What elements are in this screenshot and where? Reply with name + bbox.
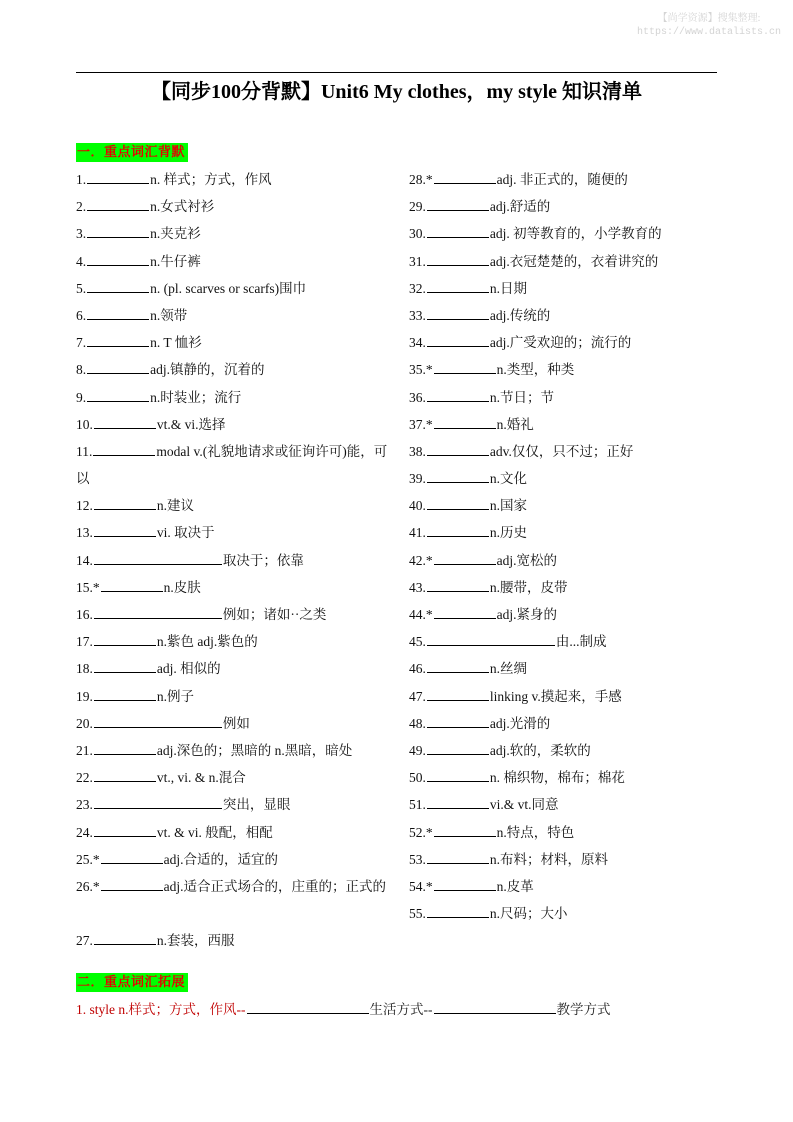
vocab-item — [76, 519, 396, 546]
answer-blank[interactable] — [434, 1012, 556, 1014]
item-definition: adj.衣冠楚楚的，衣着讲究的 — [489, 253, 659, 269]
answer-blank[interactable] — [87, 318, 149, 320]
vocab-item — [409, 492, 709, 519]
item-definition: adj.深色的；黑暗的 n.黑暗，暗处 — [156, 742, 353, 758]
item-definition: n.布料；材料，原料 — [489, 851, 608, 867]
item-definition: n.女式衬衫 — [150, 199, 215, 215]
vocab-item — [76, 927, 396, 954]
vocab-item — [76, 819, 396, 846]
vocab-item — [76, 655, 396, 682]
answer-blank[interactable] — [87, 400, 149, 402]
answer-blank[interactable] — [434, 889, 496, 891]
extension-prompt-1: 生活方式-- — [369, 1002, 433, 1017]
item-number: 30. — [409, 226, 426, 242]
item-number: 45. — [409, 634, 426, 650]
item-definition: n.历史 — [489, 525, 527, 541]
answer-blank[interactable] — [87, 264, 149, 266]
item-definition: n.皮革 — [496, 878, 534, 894]
item-number: 26.* — [76, 878, 100, 894]
item-definition: adj. 初等教育的，小学教育的 — [489, 226, 662, 242]
item-number: 23. — [76, 797, 93, 813]
section-heading-vocab-recall: 一．重点词汇背默 — [76, 143, 188, 162]
item-definition: vt. & vi. 般配，相配 — [156, 824, 273, 840]
item-number: 13. — [76, 525, 93, 541]
item-number: 40. — [409, 498, 426, 514]
item-number: 29. — [409, 199, 426, 215]
item-definition: n.紫色 adj.紫色的 — [156, 634, 258, 650]
answer-blank[interactable] — [427, 345, 489, 347]
item-definition: vi. 取决于 — [156, 525, 215, 541]
answer-blank[interactable] — [427, 535, 489, 537]
item-definition: 突出，显眼 — [222, 797, 291, 813]
item-definition: adj.舒适的 — [489, 199, 551, 215]
item-number: 21. — [76, 742, 93, 758]
vocab-item — [76, 248, 396, 275]
item-number: 17. — [76, 634, 93, 650]
vocab-item — [76, 737, 396, 764]
item-number: 39. — [409, 471, 426, 487]
item-definition: n.类型，种类 — [496, 362, 575, 378]
answer-blank[interactable] — [94, 943, 156, 945]
vocab-item — [409, 275, 709, 302]
item-definition: vt.& vi.选择 — [156, 416, 226, 432]
vocab-item — [409, 356, 709, 383]
item-number: 50. — [409, 770, 426, 786]
vocab-item — [76, 574, 396, 601]
item-number: 18. — [76, 661, 93, 677]
page-title: 【同步100分背默】Unit6 My clothes，my style 知识清单 — [150, 81, 643, 103]
item-definition: n.腰带，皮带 — [489, 579, 568, 595]
vocab-item — [76, 683, 396, 710]
vocab-item — [76, 302, 396, 329]
vocab-item — [76, 438, 396, 492]
vocab-item — [409, 737, 709, 764]
answer-blank[interactable] — [427, 481, 489, 483]
item-definition: vt., vi. & n.混合 — [156, 770, 246, 786]
vocab-item — [76, 166, 396, 193]
item-definition: n.节日；节 — [489, 389, 554, 405]
answer-blank[interactable] — [434, 563, 496, 565]
answer-blank[interactable] — [94, 699, 156, 701]
item-definition: n. 样式；方式，作风 — [150, 172, 272, 187]
item-definition: modal v.(礼貌地请求或征询许可)能，可以 — [76, 443, 388, 487]
item-number: 9. — [76, 389, 87, 405]
item-definition: adj.光滑的 — [489, 715, 551, 731]
item-definition: n.套装，西服 — [156, 933, 235, 949]
item-definition: n. T 恤衫 — [150, 335, 202, 351]
answer-blank[interactable] — [101, 590, 163, 592]
section-heading-vocab-extension: 二．重点词汇拓展 — [76, 973, 188, 992]
vocab-item — [76, 356, 396, 383]
answer-blank[interactable] — [427, 209, 489, 211]
item-definition: n.例子 — [156, 688, 194, 704]
item-number: 44.* — [409, 607, 433, 622]
answer-blank[interactable] — [434, 182, 496, 184]
vocab-item — [409, 846, 709, 873]
item-definition: adj.镇静的，沉着的 — [150, 362, 265, 378]
watermark-line1: 【尚学资源】搜集整理: — [657, 13, 761, 24]
vocab-item — [409, 519, 709, 546]
item-number: 4. — [76, 253, 87, 269]
item-number: 16. — [76, 607, 93, 623]
answer-blank[interactable] — [434, 427, 496, 429]
vocab-item — [76, 329, 396, 356]
item-number: 14. — [76, 552, 93, 568]
vocab-item — [76, 791, 396, 818]
answer-blank[interactable] — [427, 699, 489, 701]
extension-item-number: 1. — [76, 1002, 87, 1017]
vocab-item — [409, 166, 709, 193]
item-number: 22. — [76, 770, 93, 786]
watermark — [637, 12, 781, 40]
vocab-item — [409, 791, 709, 818]
vocab-item — [409, 384, 709, 411]
item-number: 41. — [409, 525, 426, 541]
vocab-item — [76, 764, 396, 791]
answer-blank[interactable] — [427, 644, 555, 646]
item-definition: adj.宽松的 — [496, 552, 557, 568]
item-number: 35.* — [409, 362, 433, 378]
vocab-item — [409, 655, 709, 682]
vocab-item — [76, 275, 396, 302]
item-definition: 由...制成 — [555, 634, 607, 650]
item-number: 54.* — [409, 878, 433, 894]
answer-blank[interactable] — [434, 372, 496, 374]
item-definition: adj.广受欢迎的；流行的 — [489, 335, 632, 351]
vocab-item — [409, 248, 709, 275]
item-number: 55. — [409, 906, 426, 922]
vocab-item — [409, 873, 709, 900]
answer-blank[interactable] — [93, 454, 155, 456]
answer-blank[interactable] — [94, 753, 156, 755]
vocab-item — [409, 220, 709, 247]
item-number: 36. — [409, 389, 426, 405]
vocab-item — [76, 384, 396, 411]
item-definition: n.丝绸 — [489, 661, 527, 677]
answer-blank[interactable] — [427, 454, 489, 456]
item-number: 2. — [76, 199, 87, 215]
item-number: 25.* — [76, 851, 100, 867]
answer-blank[interactable] — [427, 726, 489, 728]
answer-blank[interactable] — [87, 345, 149, 347]
item-definition: n.特点，特色 — [496, 824, 575, 840]
answer-blank[interactable] — [94, 508, 156, 510]
item-definition: linking v.摸起来，手感 — [489, 688, 622, 704]
item-number: 24. — [76, 824, 93, 840]
answer-blank[interactable] — [94, 617, 222, 619]
item-definition: adj.适合正式场合的，庄重的；正式的 — [163, 878, 386, 894]
item-definition: 取决于；依靠 — [222, 552, 304, 568]
item-number: 43. — [409, 579, 426, 595]
answer-blank[interactable] — [101, 862, 163, 864]
item-number: 27. — [76, 933, 93, 949]
item-number: 53. — [409, 851, 426, 867]
item-definition: n.皮肤 — [163, 579, 201, 595]
answer-blank[interactable] — [427, 264, 489, 266]
answer-blank[interactable] — [427, 291, 489, 293]
answer-blank[interactable] — [94, 671, 156, 673]
answer-blank[interactable] — [427, 671, 489, 673]
item-number: 32. — [409, 280, 426, 296]
vocab-item — [409, 465, 709, 492]
item-number: 47. — [409, 688, 426, 704]
item-number: 7. — [76, 335, 87, 351]
answer-blank[interactable] — [94, 644, 156, 646]
item-number: 10. — [76, 416, 93, 432]
item-number: 11. — [76, 443, 93, 459]
item-definition: n.夹克衫 — [150, 226, 201, 242]
vocab-item — [409, 764, 709, 791]
item-definition: n.尺码；大小 — [489, 906, 568, 922]
vocab-item — [76, 220, 396, 247]
item-definition: n.国家 — [489, 498, 527, 514]
vocab-item — [76, 492, 396, 519]
item-definition: n.时装业；流行 — [150, 389, 242, 405]
extension-item — [76, 999, 611, 1021]
item-definition: vi.& vt.同意 — [489, 797, 559, 813]
item-number: 49. — [409, 742, 426, 758]
vocab-column-right — [409, 166, 709, 927]
answer-blank[interactable] — [427, 753, 489, 755]
answer-blank[interactable] — [427, 236, 489, 238]
answer-blank[interactable] — [101, 889, 163, 891]
item-number: 46. — [409, 661, 426, 677]
vocab-item — [409, 193, 709, 220]
item-definition: n. 棉织物，棉布；棉花 — [489, 770, 625, 786]
answer-blank[interactable] — [87, 182, 149, 184]
vocab-item — [409, 411, 709, 438]
item-number: 12. — [76, 498, 93, 514]
item-definition: n.领带 — [150, 307, 188, 323]
answer-blank[interactable] — [427, 318, 489, 320]
header-rule — [76, 72, 717, 73]
item-number: 42.* — [409, 552, 433, 568]
answer-blank[interactable] — [247, 1012, 369, 1014]
item-definition: n.建议 — [156, 498, 194, 514]
item-number: 6. — [76, 307, 87, 323]
answer-blank[interactable] — [87, 372, 149, 374]
vocab-item — [409, 438, 709, 465]
vocab-item — [76, 193, 396, 220]
item-number: 34. — [409, 335, 426, 351]
answer-blank[interactable] — [427, 780, 489, 782]
answer-blank[interactable] — [94, 726, 222, 728]
vocab-item — [409, 302, 709, 329]
answer-blank[interactable] — [87, 209, 149, 211]
item-definition: adj.紧身的 — [496, 607, 557, 622]
answer-blank[interactable] — [427, 807, 489, 809]
vocab-item — [409, 628, 709, 655]
answer-blank[interactable] — [87, 291, 149, 293]
item-number: 28.* — [409, 172, 433, 187]
vocab-item — [76, 601, 396, 628]
item-number: 1. — [76, 172, 87, 187]
answer-blank[interactable] — [94, 563, 222, 565]
vocab-item — [76, 628, 396, 655]
item-definition: n.文化 — [489, 471, 527, 487]
answer-blank[interactable] — [427, 916, 489, 918]
answer-blank[interactable] — [434, 617, 496, 619]
vocab-item — [409, 329, 709, 356]
vocab-item — [409, 819, 709, 846]
vocab-item — [409, 574, 709, 601]
extension-headword: style n.样式；方式，作风-- — [89, 1002, 246, 1017]
answer-blank[interactable] — [87, 236, 149, 238]
vocab-item — [409, 900, 709, 927]
answer-blank[interactable] — [94, 807, 222, 809]
answer-blank[interactable] — [427, 508, 489, 510]
item-number: 51. — [409, 797, 426, 813]
answer-blank[interactable] — [94, 535, 156, 537]
item-number: 37.* — [409, 416, 433, 432]
item-definition: adv.仅仅，只不过；正好 — [489, 443, 634, 459]
vocab-item — [409, 601, 709, 628]
item-number: 48. — [409, 715, 426, 731]
answer-blank[interactable] — [434, 835, 496, 837]
vocab-item — [409, 683, 709, 710]
vocab-item — [76, 846, 396, 873]
answer-blank[interactable] — [427, 400, 489, 402]
answer-blank[interactable] — [94, 780, 156, 782]
item-number: 3. — [76, 226, 87, 242]
item-number: 20. — [76, 715, 93, 731]
answer-blank[interactable] — [94, 427, 156, 429]
vocab-item — [409, 547, 709, 574]
item-definition: n. (pl. scarves or scarfs)围巾 — [150, 280, 307, 296]
vocab-item — [76, 710, 396, 737]
watermark-url: https://www.datalists.cn — [636, 27, 781, 38]
item-number: 38. — [409, 443, 426, 459]
item-definition: n.婚礼 — [496, 416, 534, 432]
item-number: 31. — [409, 253, 426, 269]
item-number: 19. — [76, 688, 93, 704]
vocab-item — [76, 547, 396, 574]
item-definition: adj. 非正式的，随便的 — [496, 172, 628, 187]
vocab-item — [76, 873, 396, 927]
item-definition: n.牛仔裤 — [150, 253, 201, 269]
item-definition: 例如；诸如··之类 — [222, 607, 327, 623]
item-definition: adj. 相似的 — [156, 661, 221, 677]
answer-blank[interactable] — [427, 590, 489, 592]
vocab-item — [76, 411, 396, 438]
item-definition: n.日期 — [489, 280, 527, 296]
item-definition: adj.合适的，适宜的 — [163, 851, 278, 867]
vocab-item — [409, 710, 709, 737]
item-definition: adj.软的，柔软的 — [489, 742, 591, 758]
item-number: 8. — [76, 362, 87, 378]
item-number: 15.* — [76, 579, 100, 595]
item-definition: 例如 — [222, 715, 250, 731]
extension-prompt-2: 教学方式 — [556, 1002, 611, 1017]
answer-blank[interactable] — [427, 862, 489, 864]
item-definition: adj.传统的 — [489, 307, 551, 323]
item-number: 5. — [76, 280, 87, 296]
answer-blank[interactable] — [94, 835, 156, 837]
item-number: 33. — [409, 307, 426, 323]
item-number: 52.* — [409, 824, 433, 840]
vocab-column-left — [76, 166, 396, 954]
